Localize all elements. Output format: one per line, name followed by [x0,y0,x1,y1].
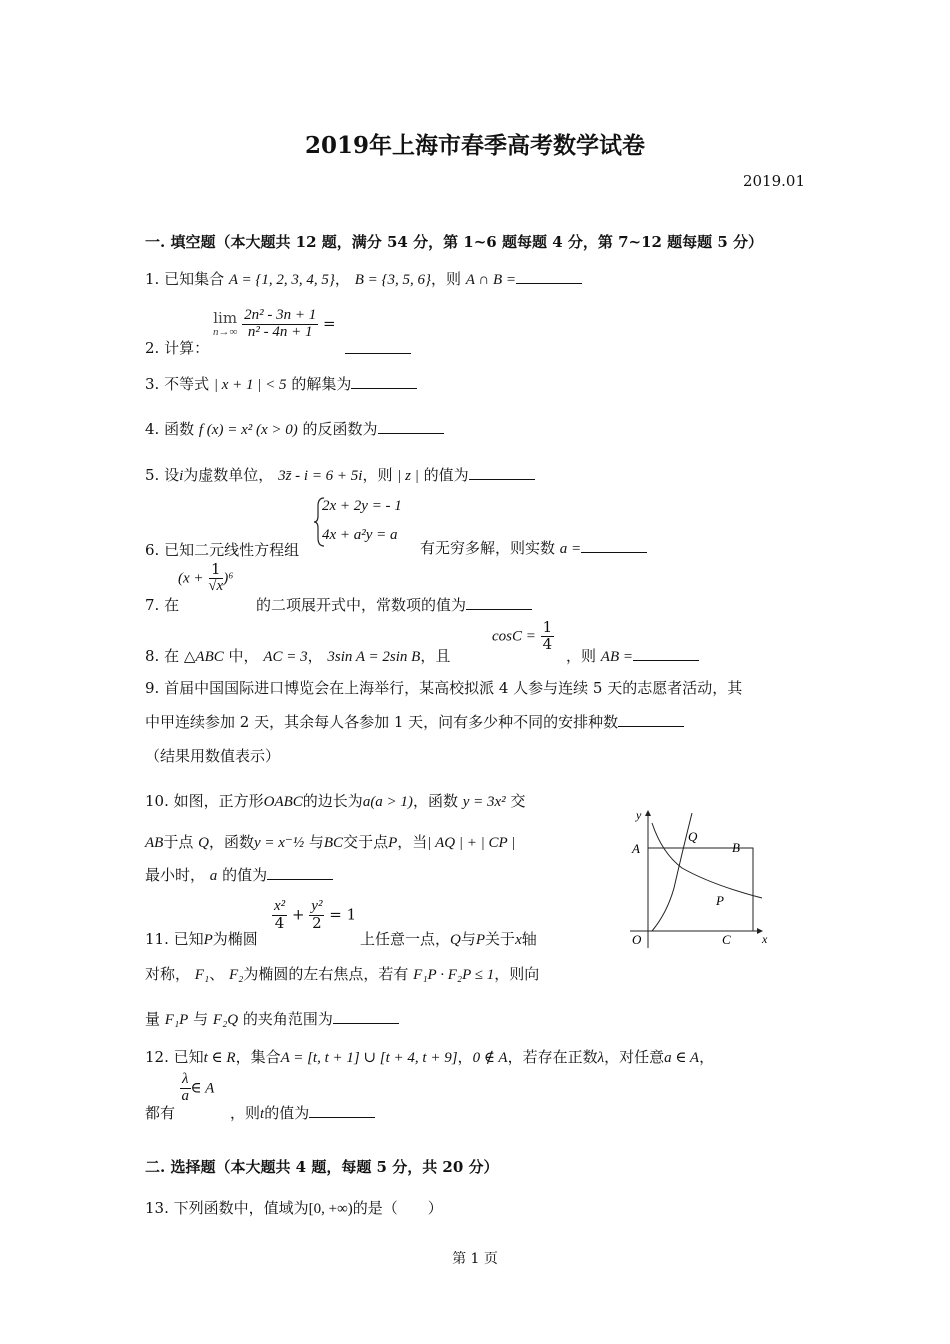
q6-tail [420,537,647,558]
q2-numerator: 2n² - 3n + 1 [244,307,317,323]
q7-answer-blank[interactable] [466,595,532,610]
q8-cos-label: cosC = [492,628,536,645]
q12-mid3: ，对任意 [604,1048,665,1066]
q12-lambda: λ [597,1050,605,1066]
q9-line-3: （结果用数值表示） [145,747,281,765]
q11-f1: F₁ [194,967,210,983]
q12-t-in-r: t ∈ R [203,1050,236,1066]
q12-comma-2: ， [699,1048,715,1066]
q4-expression: f (x) = x² (x > 0) [198,422,298,438]
q10-l2d: 与 [308,833,324,851]
q12-set: A = [t, t + 1] ∪ [t + 4, t + 9] [280,1050,458,1066]
q10-point-p: P [388,835,398,851]
q11-ellipse [272,899,356,932]
q11-prefix [145,928,258,949]
fig-label-b: B [732,840,740,855]
q10-post1: 交 [510,792,526,810]
q11-x-fraction [272,899,287,932]
q1-set-b: B = {3, 5, 6} [354,272,431,288]
q5-imaginary-unit: i [179,468,184,484]
q1-comma: ， [334,270,350,288]
q11-f2: F₂ [228,967,244,983]
q8-denominator: 4 [542,634,553,653]
q8-triangle: △ABC [183,649,224,665]
q11-x-num: x² [274,898,286,914]
q10-ab: AB [145,835,164,851]
q10-l3a: 最小时， [145,866,206,884]
q7-prefix: 7. 在 [145,596,180,614]
exam-date: 2019.01 [742,172,805,190]
q2-fraction [242,308,318,341]
q8-numerator: 1 [542,618,553,636]
square-oabc [648,848,753,931]
q1-prefix: 1. 已知集合 [145,270,225,288]
q12-t: t [260,1106,265,1122]
q6-mid: 有无穷多解，则实数 [420,539,556,557]
q10-l2c: ，函数 [208,833,254,851]
q10-mid1: 的边长为 [302,792,363,810]
fig-label-q: Q [688,829,698,844]
q11-vector-2: F₂Q [212,1012,239,1028]
q5-mid1: 为虚数单位， [183,466,274,484]
q11-axis-x: x [515,932,522,948]
q11-l3b: 与 [193,1010,209,1028]
q10-square: OABC [263,794,303,810]
fig-label-o: O [632,932,642,947]
q2-limit-expression [213,308,336,352]
q11-l3c: 的夹角范围为 [242,1010,333,1028]
q1-expression: A ∩ B = [465,272,517,288]
q8-mid1: 中， [228,647,259,665]
q8-expression: AB = [600,649,633,665]
q5-modulus: | z | [397,468,419,484]
q9-line-2 [145,711,684,732]
parabola-curve [652,813,692,931]
q12-fraction [180,1072,191,1105]
q10-l2b: 于点 [163,833,194,851]
q2-lim-sub: n→∞ [213,326,238,339]
q10-line-2 [145,831,515,852]
q8-cosine [492,620,554,653]
q12-condition: 0 ∉ A [472,1050,508,1066]
q11-answer-blank[interactable] [333,1009,399,1024]
q7-right: )⁶ [223,570,234,587]
q10-sum-expression: | AQ | + | CP | [427,835,516,851]
q7-denominator: √x [208,577,224,594]
q10-prefix: 10. 如图，正方形 [145,792,264,810]
q3-suffix: 的解集为 [291,375,352,393]
q11-l2b: 为椭圆的左右焦点，若有 [243,965,409,983]
q2-lim [213,310,237,339]
q5-answer-blank[interactable] [469,465,535,480]
q8-mid2: ，且 [420,647,451,665]
section-heading-multiple-choice: 二. 选择题（本大题共 4 题，每题 5 分，共 20 分） [145,1158,499,1176]
q3-answer-blank[interactable] [351,374,417,389]
q10-mid2: ，函数 [412,792,458,810]
question-4 [145,418,444,439]
q10-l2f: ，当 [397,833,428,851]
q12-line-2-tail [230,1102,375,1123]
q10-figure [622,803,782,953]
q2-prefix: 2. 计算： [145,339,210,357]
q11-l3a: 量 [145,1010,161,1028]
q4-prefix: 4. 函数 [145,420,195,438]
q11-x-den: 4 [274,913,285,932]
q11-condition: F₁P · F₂P ≤ 1 [413,967,495,983]
q10-function-2: y = x⁻½ [253,835,305,851]
q10-l2e: 交于点 [343,833,389,851]
q11-point-p: P [203,932,213,948]
q12-answer-blank[interactable] [309,1103,375,1118]
fig-label-y: y [636,808,642,822]
q7-suffix: 的二项展开式中，常数项的值为 [256,596,467,614]
question-8-part1 [145,645,450,666]
q8-sine-relation: 3sin A = 2sin B [327,649,421,665]
q11-y-num: y² [311,898,323,914]
fig-label-x: x [762,932,768,946]
fig-label-p: P [716,893,724,908]
q13-range: [0, +∞) [308,1201,353,1217]
q11-mid3: 与 [460,930,476,948]
q10-line-3 [145,864,333,885]
q8-prefix: 8. 在 [145,647,180,665]
q10-side-a: a [362,794,371,810]
q11-point-q: Q [450,932,461,948]
q7-numerator: 1 [210,560,221,578]
q8-fraction [541,620,555,653]
q8-mid3: ，则 [566,647,597,665]
q11-pre: 11. 已知 [145,930,204,948]
q8-comma: ， [307,647,323,665]
q11-vector-1: F₁P [164,1012,189,1028]
q13-post: 的是（ ） [352,1199,443,1217]
q12-numerator: λ [182,1071,189,1087]
q9-line-2-text: 中甲连续参加 2 天，其余每人各参加 1 天，问有多少种不同的安排种数 [145,713,619,731]
q11-point-p2: P [475,932,486,948]
q12-mid1: ，集合 [235,1048,281,1066]
q2-denominator: n² - 4n + 1 [247,323,313,340]
q7-left: (x + [178,570,204,587]
q8-answer-blank[interactable] [633,646,699,661]
q11-mid4: 关于 [485,930,516,948]
q5-suffix: 的值为 [423,466,469,484]
question-13 [145,1197,443,1218]
q10-function-1: y = 3x² [462,794,506,810]
q11-plus: + [291,905,305,924]
fig-label-c: C [722,932,731,947]
q6-prefix: 6. 已知二元线性方程组 [145,541,300,559]
q12-l2c: 的值为 [264,1104,310,1122]
q11-y-den: 2 [312,913,322,932]
question-3 [145,373,417,394]
q10-answer-blank[interactable] [267,865,333,880]
q10-point-q: Q [198,835,209,851]
q11-sep: 、 [209,965,225,983]
q4-answer-blank[interactable] [378,419,444,434]
q10-bc: BC [323,835,344,851]
q12-in-a: ∈ A [190,1080,215,1097]
q12-membership [180,1072,214,1105]
q11-mid1: 为椭圆 [212,930,258,948]
q1-mid: ，则 [430,270,461,288]
q5-prefix: 5. 设 [145,466,180,484]
q2-equals: = [323,314,336,333]
q1-answer-blank[interactable] [516,269,582,284]
q2-answer-blank[interactable] [345,339,411,354]
q6-expression: a = [559,541,582,557]
q12-l2a: 都有 [145,1104,176,1122]
page-title: 2019年上海市春季高考数学试卷 [304,132,645,159]
q11-equals-one: = 1 [329,905,357,924]
q12-line-1 [145,1046,714,1067]
q11-post: 轴 [521,930,537,948]
q11-line-1-tail [360,928,537,949]
q1-set-a: A = {1, 2, 3, 4, 5} [228,272,335,288]
q10-line-1 [145,790,525,811]
q8-tail [566,645,699,666]
q7-tail [256,594,532,615]
q11-y-fraction [309,899,324,932]
q12-a-in-a: a ∈ A [664,1050,700,1066]
q12-comma-1: ， [457,1048,473,1066]
q11-line-2 [145,963,539,984]
q10-l3c: 的值为 [222,866,268,884]
q8-side: AC = 3 [263,649,308,665]
q5-equation: 3z̄ - i = 6 + 5i [278,468,363,484]
q11-line-3 [145,1008,399,1029]
power-curve [652,823,762,898]
q2-lim-word: lim [213,308,238,327]
q7-fraction [208,562,223,595]
section-heading-fill-in: 一. 填空题（本大题共 12 题，满分 54 分，第 1~6 题每题 4 分，第 7~12 题每题 5 分） [145,233,764,251]
q6-equation-2: 4x + a²y = a [322,527,398,543]
q6-answer-blank[interactable] [581,538,647,553]
q11-mid2: 上任意一点， [360,930,451,948]
question-5 [145,464,535,485]
page-number: 第 1 页 [452,1251,498,1267]
q3-expression: | x + 1 | < 5 [213,377,287,393]
q12-denominator: a [181,1087,189,1104]
q12-l2b: ，则 [230,1104,261,1122]
q13-pre: 13. 下列函数中，值域为 [145,1199,309,1217]
q9-answer-blank[interactable] [618,712,684,727]
q10-l3b: a [209,868,218,884]
q5-mid2: ，则 [362,466,393,484]
q9-line-1: 9. 首届中国国际进口博览会在上海举行，某高校拟派 4 人参与连续 5 天的志愿者活动，其 [145,679,743,697]
q11-l2c: ，则向 [494,965,540,983]
q3-prefix: 3. 不等式 [145,375,210,393]
q10-condition: (a > 1) [370,794,413,810]
question-1 [145,268,582,289]
fig-label-a: A [632,841,640,856]
q4-suffix: 的反函数为 [302,420,378,438]
q7-binomial [178,562,233,595]
q11-l2a: 对称， [145,965,191,983]
q12-pre: 12. 已知 [145,1048,204,1066]
q6-equation-1: 2x + 2y = - 1 [322,498,402,514]
q12-mid2: ，若存在正数 [507,1048,598,1066]
